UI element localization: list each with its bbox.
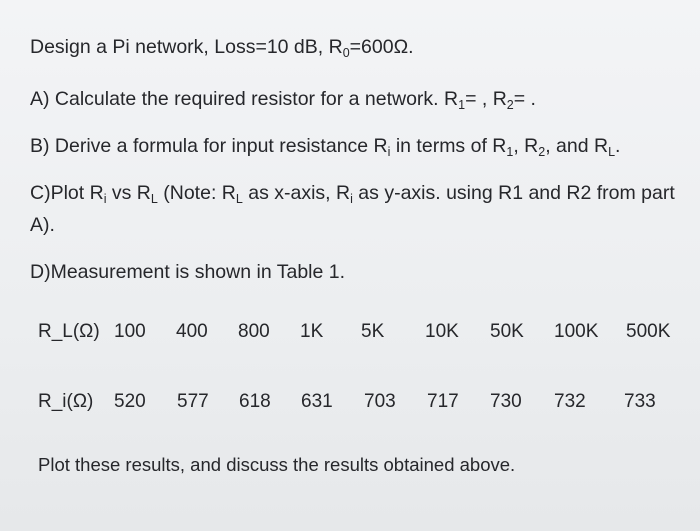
part-d: D)Measurement is shown in Table 1. [30, 261, 346, 283]
table-row-label: R_i(Ω) [38, 391, 94, 412]
table-cell: 577 [177, 391, 209, 412]
problem-title: Design a Pi network, Loss=10 dB, $R_0=600\Omega$. [30, 36, 414, 60]
table-cell: 800 [238, 321, 270, 342]
table-cell: 400 [176, 321, 208, 342]
table-row-label: R_L(Ω) [38, 321, 100, 342]
part-a: A) Calculate the required resistor for a network. $R_1=$ , $R_2=$ . [30, 88, 536, 112]
table-row-rl [38, 319, 688, 345]
table-cell: 520 [114, 391, 146, 412]
table-cell: 5K [361, 321, 385, 342]
table-cell: 730 [490, 391, 522, 412]
table-cell: 100 [114, 321, 146, 342]
table-cell: 100K [554, 321, 599, 342]
part-c-continued: A). [30, 214, 55, 236]
table-cell: 10K [425, 321, 459, 342]
table-cell: 733 [624, 391, 656, 412]
table-cell: 631 [301, 391, 333, 412]
table-cell: 1K [300, 321, 324, 342]
table-cell: 717 [427, 391, 459, 412]
table-cell: 732 [554, 391, 586, 412]
table-cell: 703 [364, 391, 396, 412]
closing-instruction: Plot these results, and discuss the results obtained above. [38, 454, 516, 475]
table-row-ri [38, 389, 688, 415]
table-cell: 50K [490, 321, 524, 342]
table-cell: 500K [626, 321, 671, 342]
part-b: B) Derive a formula for input resistance $R_i$ in terms of $R_1$, $R_2$, and $R_L$. [30, 135, 621, 159]
part-c: C)Plot $R_i$ vs $R_L$ (Note: $R_L$ as x-axis, $R_i$ as y-axis. using R1 and R2 from part [30, 182, 675, 206]
table-cell: 618 [239, 391, 271, 412]
